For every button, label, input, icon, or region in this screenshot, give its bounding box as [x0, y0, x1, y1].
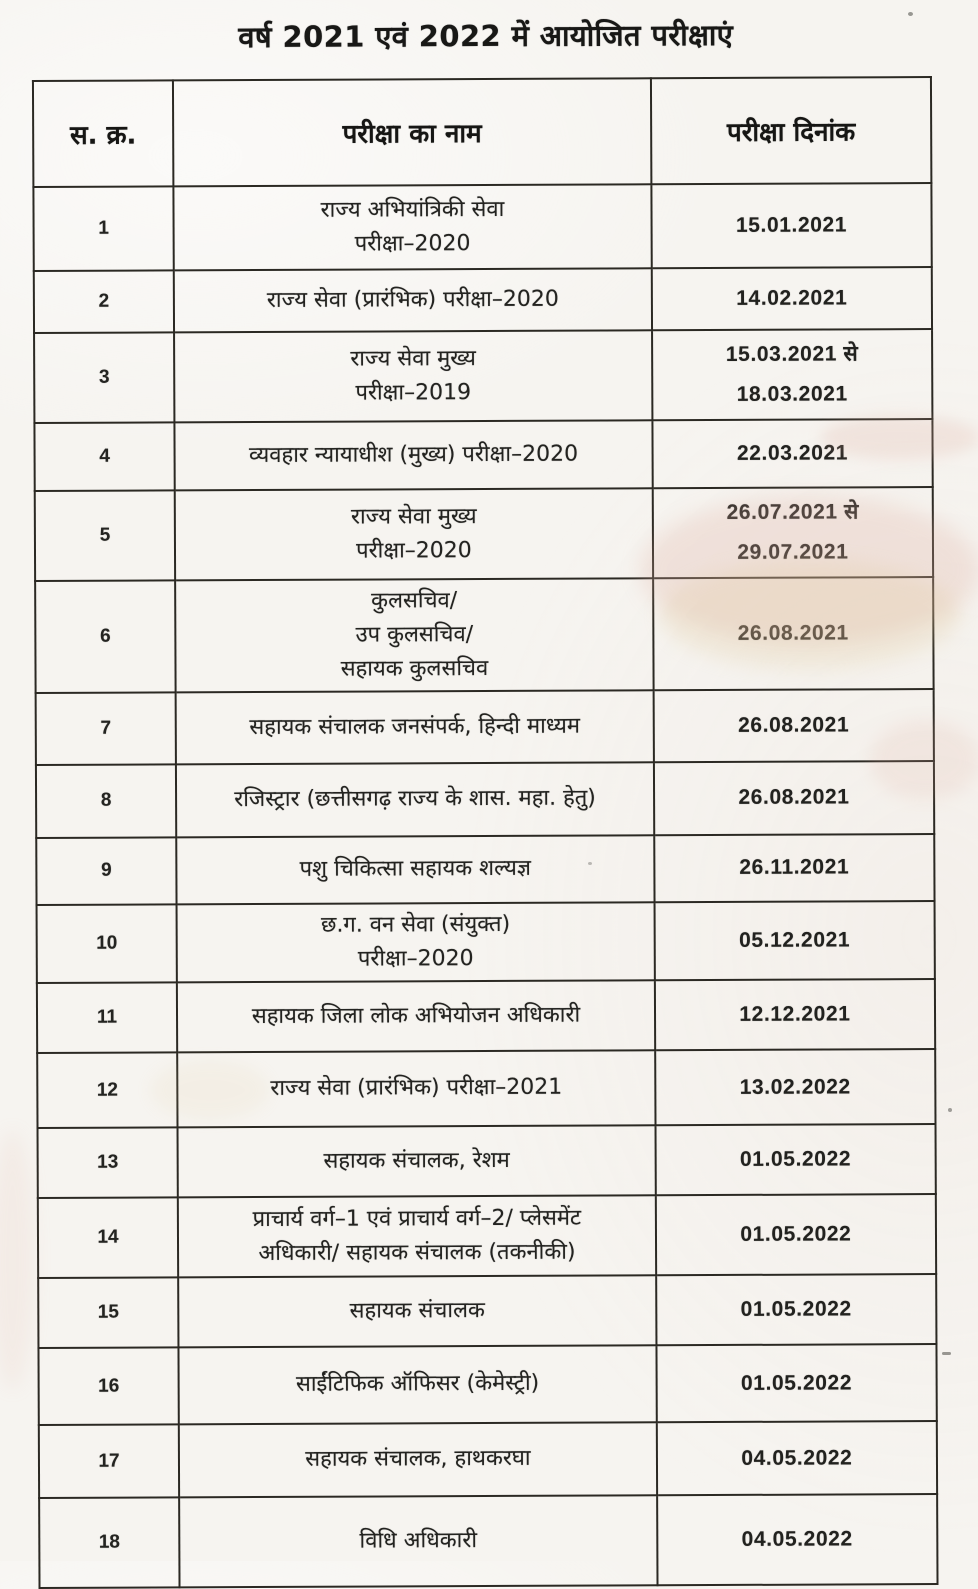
table-row	[38, 1274, 936, 1348]
table-row	[34, 419, 932, 491]
exam-name-cell	[175, 578, 653, 692]
exam-date-cell	[652, 267, 932, 330]
exam-date-line: 01.05.2022	[740, 1222, 852, 1246]
col-header-exam-date: परीक्षा दिनांक	[651, 77, 932, 184]
exam-name-cell	[179, 1495, 657, 1587]
exam-name-line: सहायक संचालक, हाथकरघा	[305, 1446, 531, 1473]
exam-date-cell	[652, 419, 932, 488]
exam-name-cell	[178, 1125, 656, 1197]
page-title: वर्ष 2021 एवं 2022 में आयोजित परीक्षाएं	[238, 17, 734, 55]
table-row	[37, 1049, 935, 1128]
table-row	[33, 183, 931, 271]
exam-name-line: प्राचार्य वर्ग–1 एवं प्राचार्य वर्ग–2/ प्लेसमेंट	[252, 1205, 582, 1232]
table-row	[36, 689, 934, 765]
exam-date-line: 12.12.2021	[739, 1002, 851, 1026]
exam-date-line: 26.07.2021 से	[726, 500, 859, 524]
table-row	[36, 761, 934, 838]
exam-name-cell	[174, 268, 652, 332]
exam-name-line: कुलसचिव/	[371, 587, 458, 614]
exam-name-line: सहायक कुलसचिव	[340, 655, 489, 682]
exam-date-cell	[655, 1124, 935, 1195]
exam-name-line: सहायक संचालक जनसंपर्क, हिन्दी माध्यम	[249, 713, 581, 740]
table-row	[39, 1421, 937, 1498]
exam-date-line: 26.08.2021	[738, 713, 850, 737]
table-header-row	[33, 77, 931, 187]
exam-table	[32, 76, 939, 1589]
exam-name-line: सहायक संचालक, रेशम	[323, 1147, 510, 1174]
exam-name-line: रजिस्ट्रार (छत्तीसगढ़ राज्य के शास. महा. हेतु)	[234, 785, 596, 813]
exam-date-line: 13.02.2022	[739, 1075, 851, 1099]
exam-date-cell	[655, 1049, 936, 1125]
exam-date-cell	[653, 487, 934, 578]
exam-name-line: उप कुलसचिव/	[355, 621, 474, 648]
serial-cell: 7	[36, 692, 176, 765]
exam-date-line: 15.03.2021 से	[725, 342, 859, 366]
exam-date-cell	[656, 1194, 937, 1275]
exam-name-line: परीक्षा–2020	[356, 537, 472, 564]
exam-name-line: परीक्षा–2020	[357, 946, 474, 972]
exam-date-line: 14.02.2021	[736, 286, 848, 310]
serial-cell: 5	[35, 490, 175, 580]
exam-name-cell	[175, 420, 653, 490]
col-header-exam-name: परीक्षा का नाम	[173, 78, 651, 186]
exam-name-cell	[179, 1345, 657, 1424]
table-row	[39, 1494, 937, 1588]
table-row	[38, 1344, 936, 1425]
table-row	[34, 267, 932, 333]
exam-date-cell	[652, 329, 933, 420]
exam-date-cell	[654, 901, 935, 980]
exam-name-line: सहायक संचालक	[349, 1298, 485, 1324]
serial-cell: 2	[34, 270, 174, 333]
serial-cell: 6	[35, 580, 176, 693]
table-row	[38, 1124, 936, 1198]
exam-name-line: साईंटिफिक ऑफिसर (केमेस्ट्री)	[295, 1371, 540, 1398]
exam-name-cell	[177, 902, 655, 982]
serial-cell: 15	[38, 1277, 178, 1348]
serial-cell: 16	[38, 1347, 178, 1425]
serial-cell: 17	[39, 1424, 179, 1498]
exam-date-line: 18.03.2021	[736, 382, 848, 406]
exam-name-cell	[178, 1275, 656, 1347]
exam-date-line: 29.07.2021	[737, 540, 849, 564]
exam-name-cell	[176, 835, 654, 904]
exam-table-body	[33, 183, 937, 1588]
exam-date-cell	[651, 183, 932, 268]
serial-cell: 9	[36, 837, 176, 905]
exam-name-line: छ.ग. वन सेवा (संयुक्त)	[320, 911, 511, 938]
exam-date-cell	[654, 761, 935, 835]
exam-date-cell	[657, 1494, 938, 1585]
exam-name-line: व्यवहार न्यायाधीश (मुख्य) परीक्षा–2020	[248, 441, 579, 468]
exam-name-cell	[175, 488, 653, 580]
table-row	[37, 979, 935, 1053]
exam-date-line: 26.08.2021	[737, 621, 849, 645]
exam-name-line: सहायक जिला लोक अभियोजन अधिकारी	[251, 1002, 581, 1030]
exam-name-line: परीक्षा–2020	[354, 231, 471, 257]
serial-cell: 18	[39, 1497, 179, 1588]
exam-name-line: पशु चिकित्सा सहायक शल्यज्ञ	[299, 856, 532, 883]
table-row	[38, 1194, 936, 1278]
serial-cell: 11	[37, 982, 177, 1053]
exam-date-line: 04.05.2022	[741, 1445, 853, 1470]
exam-name-cell	[178, 1195, 656, 1277]
exam-name-line: राज्य अभियांत्रिकी सेवा	[320, 196, 505, 223]
table-row	[36, 834, 934, 905]
table-row	[37, 901, 935, 983]
exam-name-line: राज्य सेवा मुख्य	[350, 503, 477, 530]
exam-name-cell	[176, 690, 654, 764]
exam-name-line: राज्य सेवा (प्रारंभिक) परीक्षा–2021	[270, 1075, 563, 1102]
exam-name-cell	[177, 1050, 655, 1127]
serial-cell: 3	[34, 332, 174, 422]
exam-name-line: अधिकारी/ सहायक संचालक (तकनीकी)	[258, 1239, 576, 1267]
serial-cell: 14	[38, 1197, 178, 1278]
exam-name-line: राज्य सेवा (प्रारंभिक) परीक्षा–2020	[266, 286, 559, 313]
table-row	[35, 577, 933, 693]
exam-date-cell	[654, 834, 934, 902]
exam-name-cell	[173, 184, 651, 270]
serial-cell: 10	[37, 904, 177, 983]
col-header-serial: स. क्र.	[33, 80, 174, 187]
exam-date-line: 04.05.2022	[741, 1527, 853, 1551]
exam-date-cell	[653, 689, 933, 762]
exam-date-line: 26.08.2021	[738, 785, 850, 810]
exam-date-line: 01.05.2022	[740, 1370, 853, 1395]
exam-name-cell	[176, 762, 654, 837]
serial-cell: 8	[36, 764, 176, 838]
exam-name-line: विधि अधिकारी	[359, 1528, 478, 1554]
exam-date-line: 05.12.2021	[738, 928, 851, 952]
serial-cell: 4	[34, 422, 174, 491]
exam-date-line: 26.11.2021	[739, 855, 850, 880]
serial-cell: 1	[33, 186, 173, 271]
exam-name-cell	[179, 1422, 657, 1497]
serial-cell: 13	[38, 1127, 178, 1198]
serial-cell: 12	[37, 1052, 177, 1128]
exam-date-cell	[655, 979, 935, 1050]
exam-date-line: 15.01.2021	[735, 213, 848, 237]
exam-date-cell	[657, 1421, 938, 1495]
exam-date-cell	[656, 1274, 936, 1345]
exam-date-cell	[653, 577, 934, 691]
exam-name-line: राज्य सेवा मुख्य	[350, 345, 476, 372]
table-row	[35, 487, 933, 581]
exam-date-line: 22.03.2021	[736, 441, 849, 465]
exam-date-line: 01.05.2022	[739, 1147, 852, 1171]
exam-date-cell	[656, 1344, 937, 1422]
table-row	[34, 329, 932, 423]
exam-name-cell	[177, 980, 655, 1052]
exam-name-cell	[174, 330, 652, 422]
exam-name-line: परीक्षा–2019	[355, 379, 472, 406]
exam-date-line: 01.05.2022	[740, 1297, 852, 1321]
